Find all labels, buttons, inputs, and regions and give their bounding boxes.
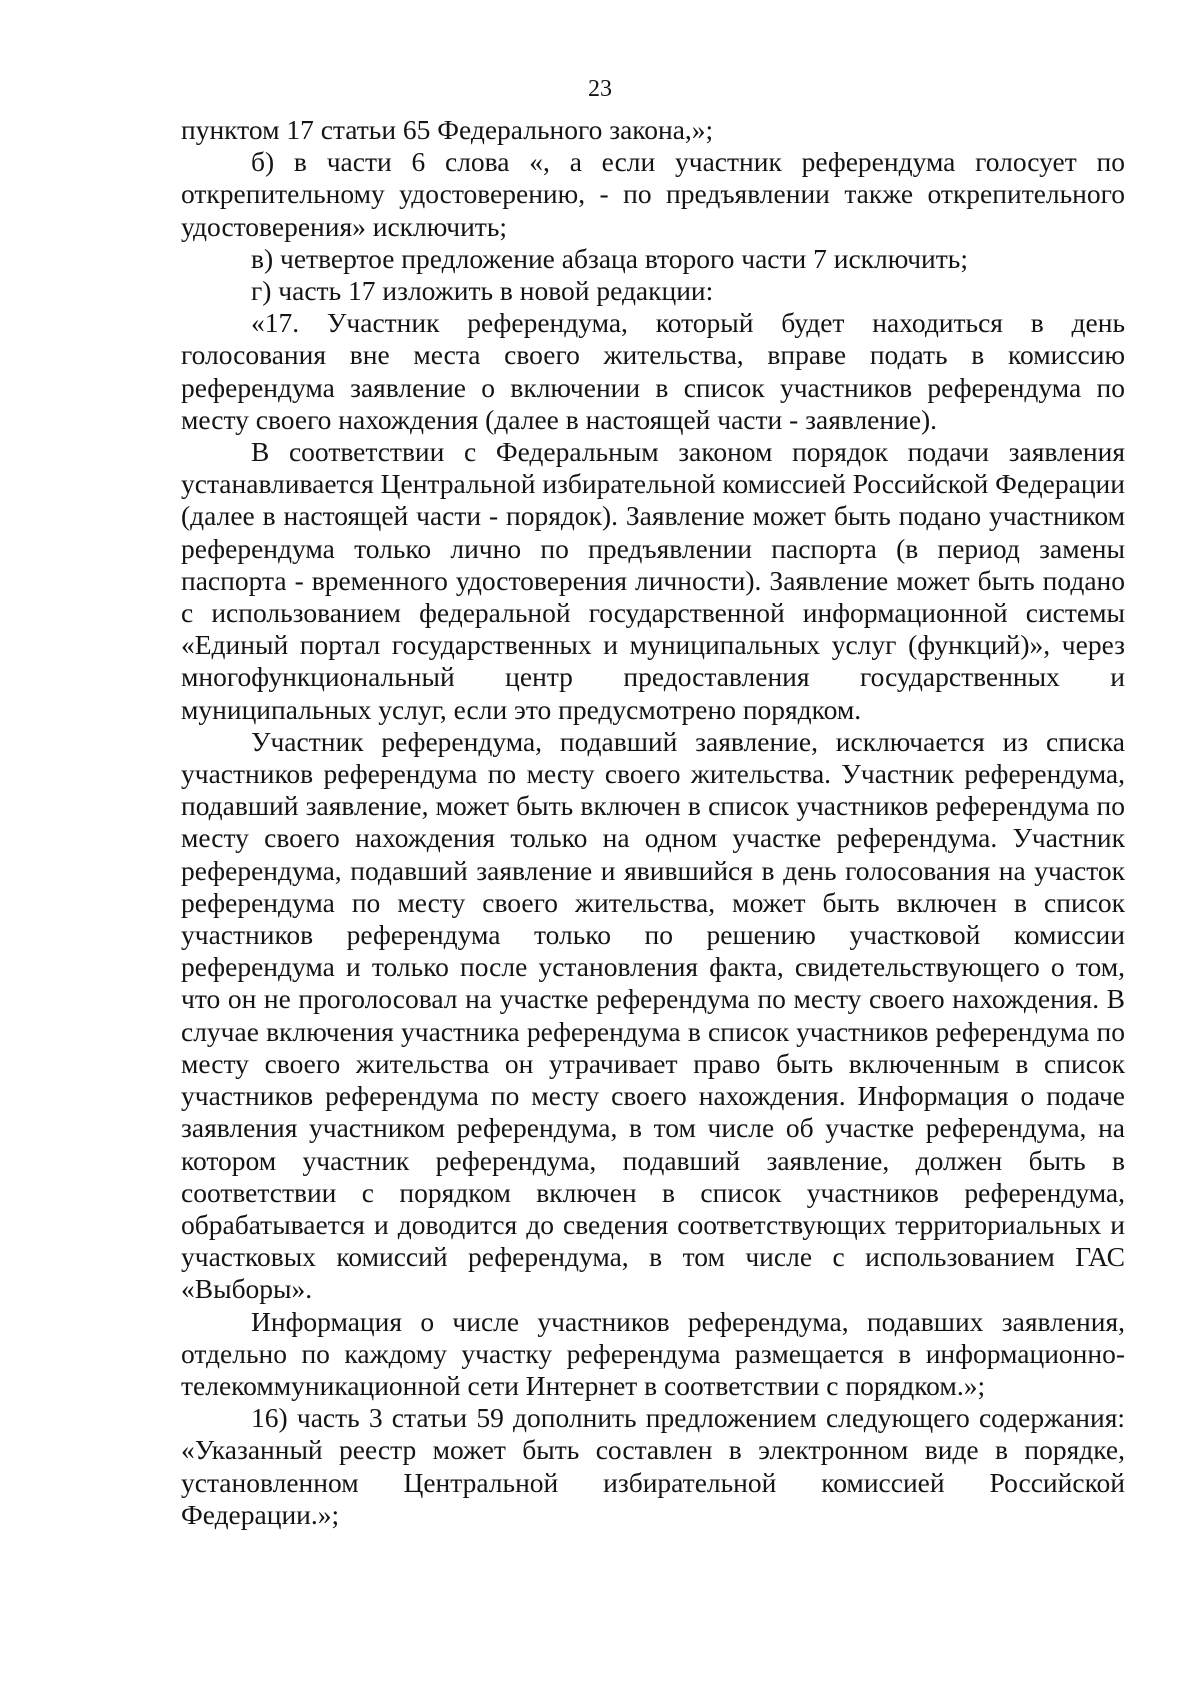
document-paragraph: б) в части 6 слова «, а если участник референдума голосует по открепительному удостоверению, - по предъявлении также открепительного удостоверения» исключить;	[181, 146, 1125, 242]
document-paragraph: В соответствии с Федеральным законом порядок подачи заявления устанавливается Центральной избирательной комиссией Российской Федерации (далее в настоящей части - порядок). Заявление может быть подано участником референдума только лично по предъявлении паспорта (в период замены паспорта - временного удостоверения личности). Заявление может быть подано с использованием федеральной государственной информационной системы «Единый портал государственных и муниципальных услуг (функций)», через многофункциональный центр предоставления государственных и муниципальных услуг, если это предусмотрено порядком.	[181, 436, 1125, 725]
document-paragraph: Участник референдума, подавший заявление, исключается из списка участников референдума по месту своего жительства. Участник референдума, подавший заявление, может быть включен в список участников референдума по месту своего нахождения только на одном участке референдума. Участник референдума, подавший заявление и явившийся в день голосования на участок референдума по месту своего жительства, может быть включен в список участников референдума только по решению участковой комиссии референдума и только после установления факта, свидетельствующего о том, что он не проголосовал на участке референдума по месту своего нахождения. В случае включения участника референдума в список участников референдума по месту своего жительства он утрачивает право быть включенным в список участников референдума по месту своего нахождения. Информация о подаче заявления участником референдума, в том числе об участке референдума, на котором участник референдума, подавший заявление, должен быть в соответствии с порядком включен в список участников референдума, обрабатывается и доводится до сведения соответствующих территориальных и участковых комиссий референдума, в том числе с использованием ГАС «Выборы».	[181, 725, 1125, 1305]
document-body	[181, 114, 1125, 1531]
document-paragraph: в) четвертое предложение абзаца второго части 7 исключить;	[251, 242, 968, 274]
page-number: 23	[588, 76, 612, 102]
document-paragraph: «17. Участник референдума, который будет находиться в день голосования вне места своего жительства, вправе подать в комиссию референдума заявление о включении в список участников референдума по месту своего нахождения (далее в настоящей части - заявление).	[181, 307, 1125, 435]
document-paragraph: пунктом 17 статьи 65 Федерального закона,»;	[181, 114, 714, 145]
document-paragraph: 16) часть 3 статьи 59 дополнить предложением следующего содержания: «Указанный реестр может быть составлен в электронном виде в порядке, установленном Центральной избирательной комиссией Российской Федерации.»;	[181, 1402, 1125, 1530]
document-paragraph: Информация о числе участников референдума, подавших заявления, отдельно по каждому участку референдума размещается в информационно-телекоммуникационной сети Интернет в соответствии с порядком.»;	[181, 1305, 1125, 1401]
document-paragraph: г) часть 17 изложить в новой редакции:	[251, 275, 714, 307]
